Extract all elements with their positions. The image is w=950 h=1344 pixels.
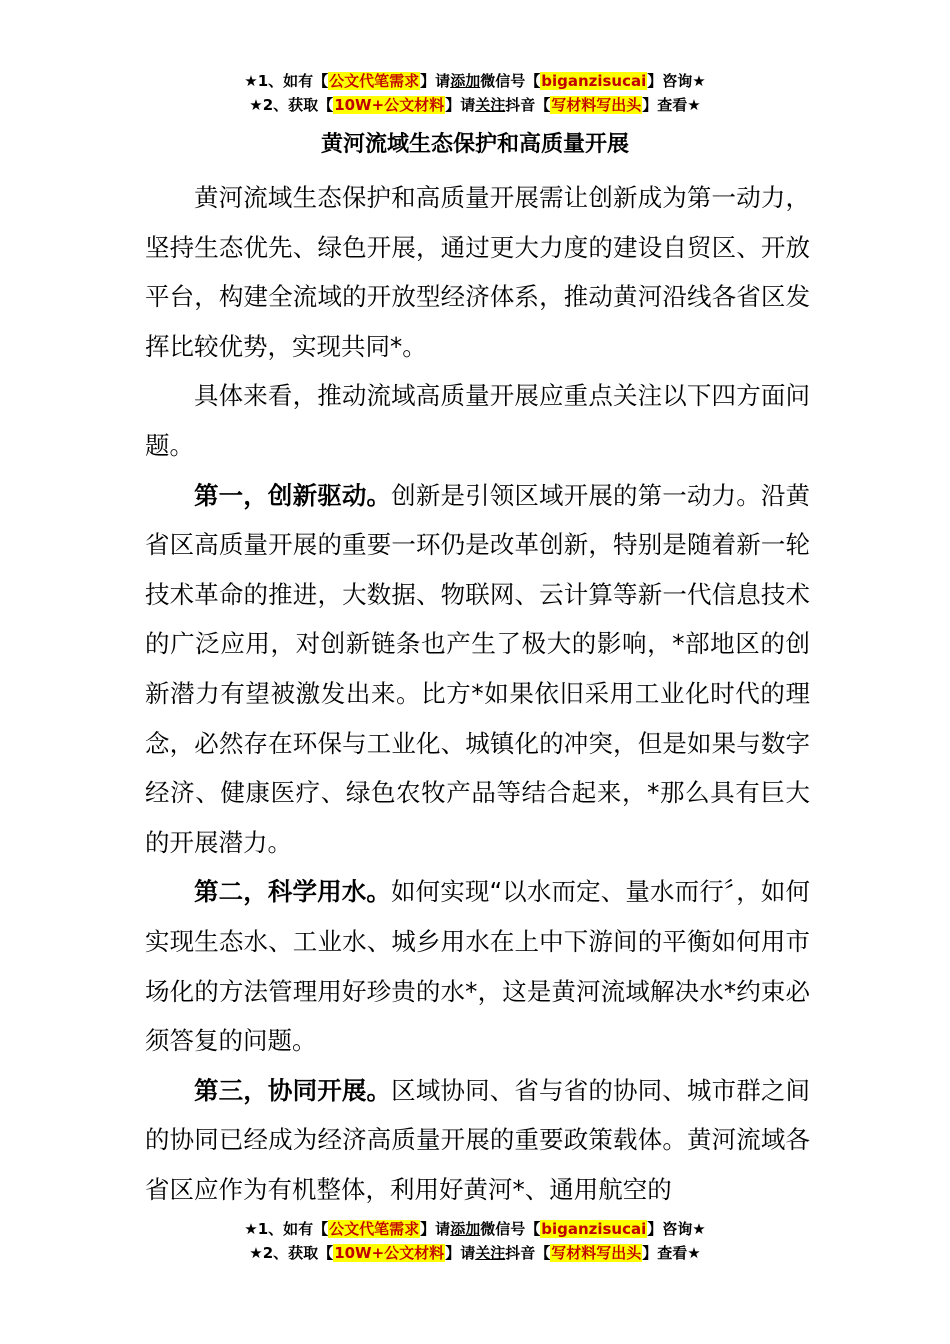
banner-highlight: 10W+公文材料 [334, 96, 445, 114]
banner-underlined: 关注 [475, 1244, 506, 1262]
banner-text: 】请 [420, 1220, 451, 1238]
banner-line-1 [0, 1218, 950, 1242]
header-banner [0, 70, 950, 118]
banner-line-2 [0, 94, 950, 118]
banner-text: ★1、如有【 [244, 72, 329, 90]
banner-text: 】请 [445, 96, 476, 114]
banner-text: 】咨询★ [647, 1220, 706, 1238]
banner-text: 】查看★ [642, 96, 701, 114]
banner-highlight: 写材料写出头 [551, 96, 642, 114]
banner-text: 】查看★ [642, 1244, 701, 1262]
paragraph-text: 如何实现“以水而定、量水而行〞，如何实现生态水、工业水、城乡用水在上中下游间的平衡如何用市场化的方法管理用好珍贵的水*，这是黄河流域解决水*约束必须答复的问题。 [145, 877, 810, 1056]
banner-text: 微信号【 [480, 1220, 541, 1238]
banner-highlight: biganzisucai [541, 72, 647, 90]
banner-text: 抖音【 [505, 96, 551, 114]
banner-text: 微信号【 [480, 72, 541, 90]
section-heading: 第三，协同开展。 [194, 1075, 392, 1105]
banner-text: 】请 [445, 1244, 476, 1262]
banner-underlined: 添加 [450, 72, 481, 90]
banner-text: ★2、获取【 [249, 1244, 334, 1262]
banner-highlight: 公文代笔需求 [329, 72, 420, 90]
paragraph-innovation [145, 471, 810, 868]
paragraph-intro: 黄河流域生态保护和高质量开展需让创新成为第一动力，坚持生态优先、绿色开展，通过更大力度的建设自贸区、开放平台，构建全流域的开放型经济体系，推动黄河沿线各省区发挥比较优势，实现共同*。 [145, 183, 810, 361]
banner-line-2 [0, 1242, 950, 1266]
section-heading: 第一，创新驱动。 [194, 480, 392, 510]
paragraph-text: 区域协同、省与省的协同、城市群之间的协同已经成为经济高质量开展的重要政策载体。黄河流域各省区应作为有机整体，利用好黄河*、通用航空的 [145, 1075, 811, 1204]
banner-highlight: biganzisucai [541, 1220, 647, 1238]
banner-text: 抖音【 [505, 1244, 551, 1262]
section-heading: 第二，科学用水。 [194, 877, 391, 907]
paragraph-water [145, 867, 810, 1065]
paragraph-overview: 具体来看，推动流域高质量开展应重点关注以下四方面问题。 [145, 381, 810, 460]
banner-line-1 [0, 70, 950, 94]
banner-text: 】请 [420, 72, 451, 90]
banner-highlight: 写材料写出头 [551, 1244, 642, 1262]
banner-text: ★2、获取【 [249, 96, 334, 114]
paragraph-coordination [145, 1066, 810, 1215]
document-body [145, 173, 810, 1214]
banner-text: ★1、如有【 [244, 1220, 329, 1238]
document-title: 黄河流域生态保护和高质量开展 [320, 132, 629, 157]
banner-highlight: 公文代笔需求 [329, 1220, 420, 1238]
paragraph-text: 创新是引领区域开展的第一动力。沿黄省区高质量开展的重要一环仍是改革创新，特别是随着新一轮技术革命的推进，大数据、物联网、云计算等新一代信息技术的广泛应用，对创新链条也产生了极大的影响，*部地区的创新潜力有望被激发出来。比方*如果依旧采用工业化时代的理念，必然存在环保与工业化、城镇化的冲突，但是如果与数字经济、健康医疗、绿色农牧产品等结合起来，*那么具有巨大的开展潜力。 [145, 480, 811, 857]
banner-text: 】咨询★ [647, 72, 706, 90]
footer-banner [0, 1218, 950, 1266]
banner-underlined: 添加 [450, 1220, 481, 1238]
banner-underlined: 关注 [475, 96, 506, 114]
banner-highlight: 10W+公文材料 [334, 1244, 445, 1262]
